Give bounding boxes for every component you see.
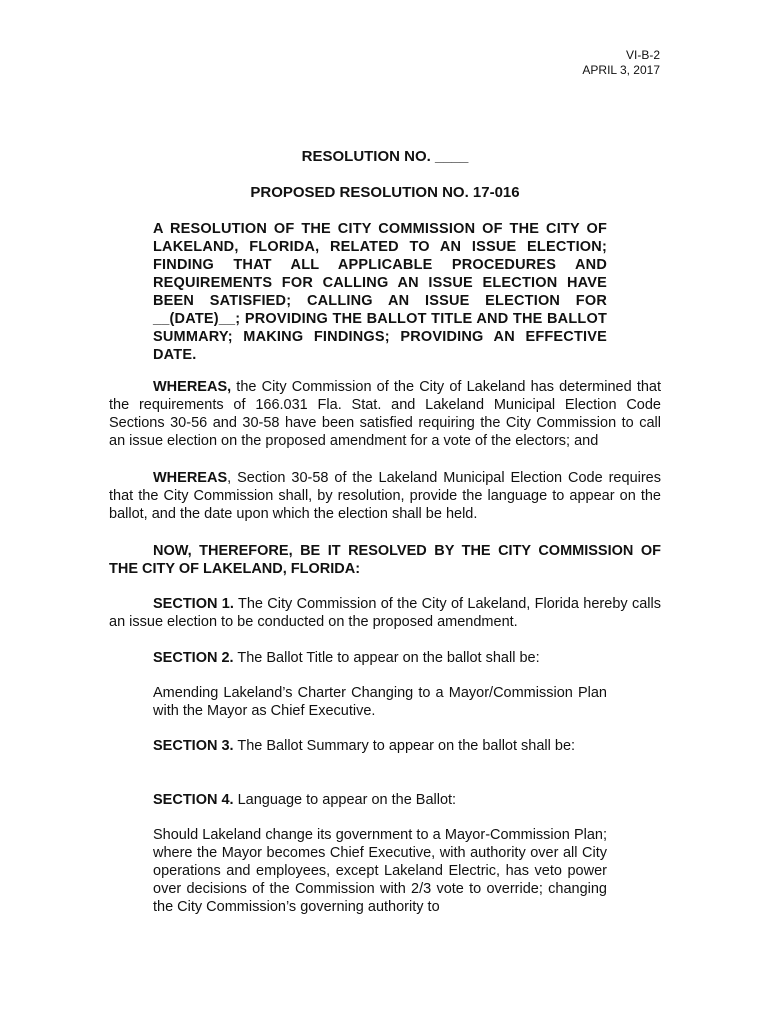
now-therefore-clause: NOW, THEREFORE, BE IT RESOLVED BY THE CITY COMMISSION OF THE CITY OF LAKELAND, FLORIDA: xyxy=(109,543,661,577)
whereas-lead: WHEREAS, xyxy=(153,379,232,395)
section-2-paragraph xyxy=(153,649,653,667)
proposed-resolution-number: PROPOSED RESOLUTION NO. 17-016 xyxy=(250,184,520,201)
ballot-language-text: Should Lakeland change its government to a Mayor-Commission Plan; where the Mayor becomes Chief Executive, with authority over all City operations and employees, except Lakeland Electric, has veto power over decisions of the Commission with 2/3 vote to override; changing the City Commission’s governing authority to xyxy=(153,827,607,915)
whereas-paragraph-2 xyxy=(109,469,661,523)
resolution-number: RESOLUTION NO. ____ xyxy=(301,148,469,165)
resolution-caption: A RESOLUTION OF THE CITY COMMISSION OF THE CITY OF LAKELAND, FLORIDA, RELATED TO AN ISSUE ELECTION; FINDING THAT ALL APPLICABLE PROCEDURES AND REQUIREMENTS FOR CALLING AN ISSUE ELECTION HAVE BEEN SATISFIED; CALLING AN ISSUE ELECTION FOR __(DATE)__; PROVIDING THE BALLOT TITLE AND THE BALLOT SUMMARY; MAKING FINDINGS; PROVIDING AN EFFECTIVE DATE. xyxy=(153,221,607,363)
document-header xyxy=(582,48,660,78)
section-3-paragraph xyxy=(153,737,653,755)
ballot-title-text: Amending Lakeland’s Charter Changing to a Mayor/Commission Plan with the Mayor as Chief Executive. xyxy=(153,685,607,719)
section-text: The City Commission of the City of Lakeland, Florida hereby calls an issue election to be conducted on the proposed amendment. xyxy=(109,596,661,630)
whereas-text: , Section 30-58 of the Lakeland Municipal Election Code requires that the City Commission shall, by resolution, provide the language to appear on the ballot, and the date upon which the election shall be held. xyxy=(109,470,661,522)
section-lead: SECTION 2. xyxy=(153,650,234,666)
section-text: The Ballot Summary to appear on the ballot shall be: xyxy=(233,738,576,754)
section-1-paragraph xyxy=(109,595,661,631)
section-lead: SECTION 3. xyxy=(153,738,234,754)
whereas-text: the City Commission of the City of Lakeland has determined that the requirements of 166.031 Fla. Stat. and Lakeland Municipal Election Code Sections 30-56 and 30-58 have been satisfied requiring the City Commission to call an issue election on the proposed amendment for a vote of the electors; and xyxy=(109,379,661,449)
whereas-lead: WHEREAS xyxy=(153,470,228,486)
section-text: The Ballot Title to appear on the ballot shall be: xyxy=(233,650,540,666)
whereas-paragraph-1 xyxy=(109,378,661,450)
document-date: APRIL 3, 2017 xyxy=(582,63,660,77)
section-text: Language to appear on the Ballot: xyxy=(233,792,457,808)
document-code: VI-B-2 xyxy=(625,48,660,62)
section-lead: SECTION 4. xyxy=(153,792,234,808)
section-lead: SECTION 1. xyxy=(153,596,234,612)
section-4-paragraph xyxy=(153,791,653,809)
